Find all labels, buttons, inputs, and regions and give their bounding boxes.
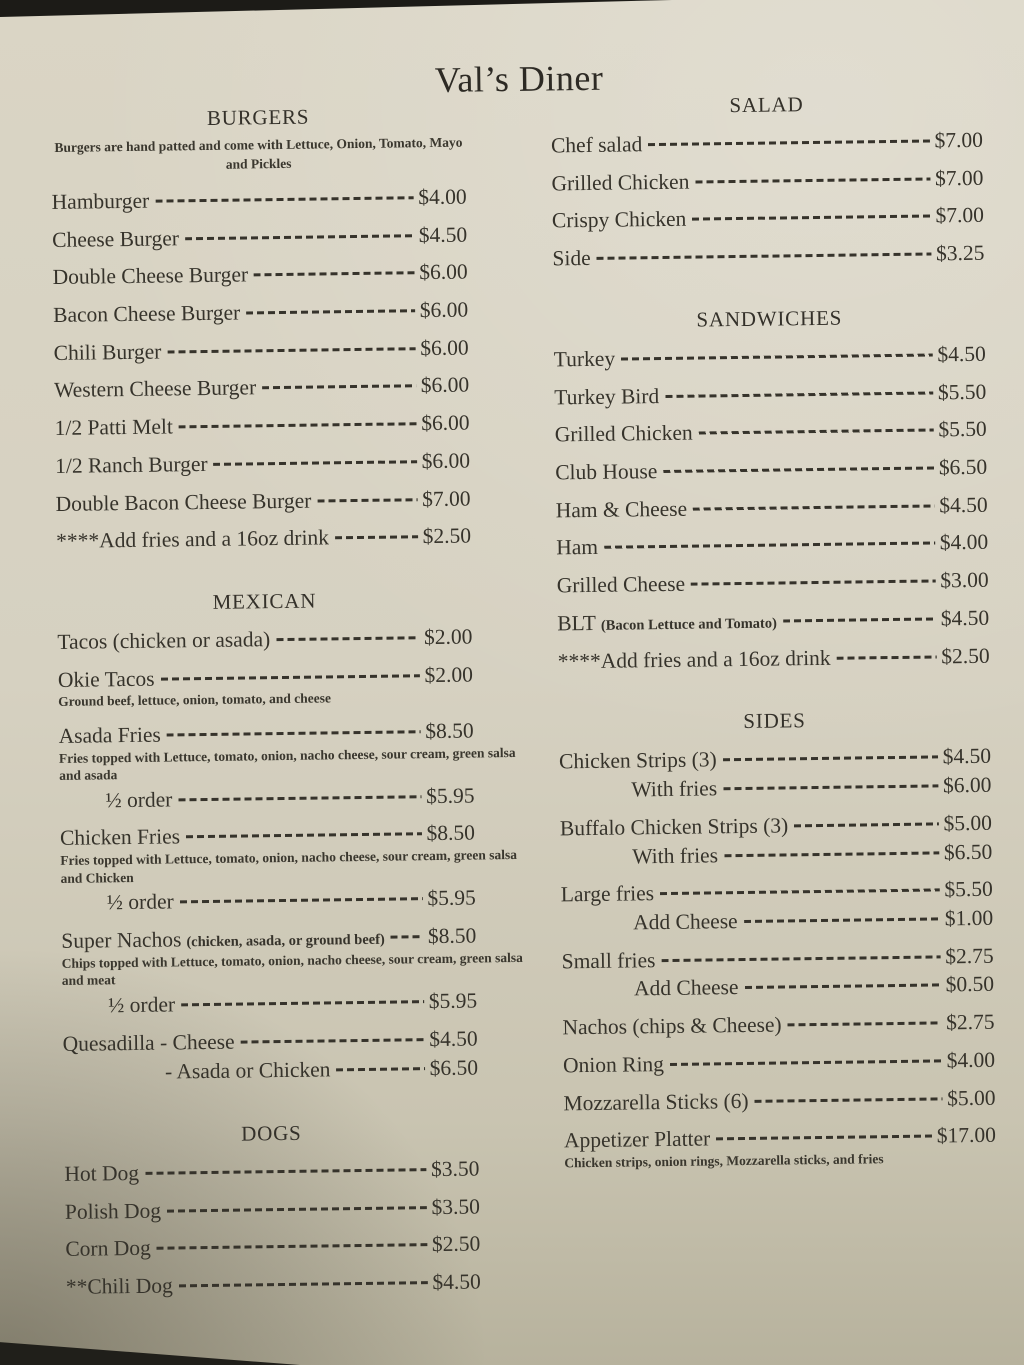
item-name: Ham [556,535,599,560]
menu-item [53,335,468,365]
menu-item [557,568,989,598]
item-name: ½ order [108,992,176,1018]
item-price: $8.50 [426,820,476,846]
item-price: $0.50 [945,972,995,997]
item-price: $5.00 [943,810,993,836]
menu-item [53,297,468,327]
menu-item [107,886,476,916]
dash-leader [336,1067,424,1071]
menu-item [52,222,467,252]
menu-item [55,448,470,478]
menu-item [105,783,474,813]
item-name: Chicken Fries [59,824,181,851]
menu-item [552,203,984,233]
dash-leader [180,897,423,903]
item-name: 1/2 Patti Melt [54,414,174,441]
item-price: $6.50 [429,1055,479,1081]
dash-leader [724,851,939,857]
dash-leader [648,139,929,146]
item-price: $5.95 [428,988,478,1013]
dash-leader [788,1022,942,1027]
menu-item [54,411,469,441]
item-name: Chili Burger [53,339,162,365]
menu-item [554,342,986,372]
item-price: $6.00 [420,372,470,398]
item-price: $6.50 [938,454,988,480]
menu-item [556,493,988,523]
item-price: $5.50 [944,876,993,902]
item-name: ****Add fries and a 16oz drink [55,525,330,554]
item-description: Ground beef, lettuce, onion, tomato, and cheese [58,690,332,710]
item-price: $7.00 [934,165,984,191]
item-description: Chicken strips, onion rings, Mozzarella sticks, and fries [564,1151,884,1171]
dash-leader [604,542,935,549]
item-price: $8.50 [427,923,477,949]
item-price: $6.00 [421,410,470,436]
menu-item [551,166,983,196]
item-name: Nachos (chips & Cheese) [562,1012,782,1040]
item-name: Onion Ring [562,1051,665,1078]
item-name: ½ order [106,889,174,915]
dash-leader [660,889,939,896]
item-price: $6.00 [419,259,468,285]
item-name: **Chili Dog [65,1273,173,1300]
item-name: Grilled Chicken [551,169,690,196]
dash-leader [794,822,938,827]
item-price: $3.25 [935,240,985,266]
item-price: $3.50 [430,1156,480,1182]
item-name: Bacon Cheese Burger [52,300,241,327]
item-name: Quesadilla - Cheese [62,1029,235,1056]
menu-item [65,1232,480,1262]
dash-leader [691,580,935,586]
item-price: $4.50 [942,744,992,769]
item-price: $5.50 [938,417,987,442]
item-price: $2.50 [431,1231,481,1257]
item-price: $2.75 [945,1009,995,1035]
menu-item [558,643,990,673]
item-name: With fries [632,842,719,868]
dash-leader [179,422,416,428]
menu-item [563,1085,995,1115]
item-price: $3.00 [940,567,989,593]
item-price: $4.50 [940,605,990,631]
dash-leader [716,1135,932,1141]
menu-item [561,877,993,907]
dash-leader [621,353,932,360]
item-name: ½ order [105,787,173,813]
section-heading: SALAD [729,92,804,118]
menu-item [54,373,469,403]
item-price: $4.50 [429,1026,478,1051]
menu-item [52,184,467,214]
menu-item [57,624,472,654]
dash-leader [276,636,419,641]
item-name: Grilled Cheese [556,571,686,598]
menu-item [63,1026,478,1056]
section-note: Burgers are hand patted and come with Lettuce, Onion, Tomato, Mayo and Pickles [54,134,463,172]
item-name: Add Cheese [633,975,739,1001]
dash-leader [317,498,417,502]
item-price: $2.00 [423,624,473,650]
dash-leader [723,756,938,762]
item-price: $6.00 [942,772,992,798]
item-price: $4.00 [418,184,467,209]
dash-leader [186,833,422,839]
dash-leader [161,674,420,680]
menu-section-sides [558,706,996,1172]
restaurant-name: Val’s Diner [434,57,604,100]
item-name: Crispy Chicken [551,207,687,233]
dash-leader [335,535,418,539]
menu-item [555,417,987,447]
menu-section-salad [550,90,984,272]
menu-section-burgers [50,103,471,554]
menu-item [557,606,989,636]
item-name: Super Nachos [61,927,182,953]
dash-leader [723,784,938,790]
item-name: Okie Tacos [57,666,155,692]
dash-leader [214,460,417,466]
menu-column-right [550,90,996,1176]
section-heading: BURGERS [206,104,310,130]
item-price: $4.00 [946,1047,996,1073]
item-name: Polish Dog [64,1198,162,1224]
item-name: Turkey [553,346,616,372]
item-name: 1/2 Ranch Burger [54,451,208,478]
item-name: Large fries [560,881,655,907]
item-name: Double Cheese Burger [52,262,249,290]
item-qualifier: (Bacon Lettuce and Tomato) [600,615,778,634]
item-name: Western Cheese Burger [53,375,257,403]
menu-item [552,241,984,271]
dash-leader [391,935,423,938]
item-price: $1.00 [944,905,994,931]
item-price: $2.50 [941,643,990,669]
item-name: BLT [557,610,597,636]
menu-item [64,1156,479,1186]
item-name: Club House [555,459,658,485]
dash-leader [670,1059,942,1066]
dash-leader [155,196,413,202]
dash-leader [693,504,934,510]
dash-leader [699,429,934,435]
item-price: $4.50 [432,1269,481,1295]
item-price: $5.00 [946,1085,996,1110]
item-description: Chips topped with Lettuce, tomato, onion, nacho cheese, sour cream, green salsa and meat [61,949,523,989]
dash-leader [145,1168,426,1175]
dash-leader [246,309,415,314]
menu-item [561,943,993,973]
menu-section-sandwiches [553,304,990,674]
item-name: Corn Dog [65,1236,151,1262]
menu-item [633,906,993,935]
dash-leader [241,1038,425,1043]
dash-leader [167,730,421,736]
menu-item [632,839,992,868]
item-price: $5.95 [427,885,476,911]
item-price: $7.00 [422,486,471,511]
item-qualifier: (chicken, asada, or ground beef) [186,931,385,951]
dash-leader [262,385,416,390]
item-name: Mozzarella Sticks (6) [563,1088,749,1115]
item-price: $4.50 [418,222,468,247]
menu-item [563,1048,995,1078]
item-name: - Asada or Chicken [164,1057,331,1084]
menu-item [556,530,988,560]
section-heading: DOGS [241,1120,302,1146]
dash-leader [665,391,933,398]
dash-leader [181,1000,424,1006]
item-name: Add Cheese [632,909,738,935]
item-name: Chef salad [550,132,643,158]
item-name: Chicken Strips (3) [558,747,717,774]
dash-leader [783,617,936,622]
item-price: $6.00 [421,448,471,473]
section-heading: SANDWICHES [696,305,843,332]
menu-item [551,128,983,158]
dash-leader [695,177,930,183]
item-price: $4.00 [939,530,989,555]
dash-leader [744,984,940,990]
menu-item [554,379,986,409]
dash-leader [157,1244,427,1251]
dash-leader [692,215,930,221]
item-description: Fries topped with Lettuce, tomato, onion, nacho cheese, sour cream, green salsa and Chicken [60,847,518,886]
dash-leader [178,795,421,801]
menu-item [634,972,994,1001]
menu-item [56,524,471,554]
menu-item [55,486,470,516]
item-price: $3.50 [431,1194,481,1219]
section-heading: SIDES [743,708,806,734]
item-description: Fries topped with Lettuce, tomato, onion, nacho cheese, sour cream, green salsa and asada [58,744,516,784]
item-price: $5.50 [937,379,987,404]
item-name: ****Add fries and a 16oz drink [557,645,831,674]
item-name: Tacos (chicken or asada) [57,627,271,654]
dash-leader [254,271,414,276]
item-price: $2.50 [422,523,472,549]
menu-item [562,1010,994,1040]
item-price: $2.00 [424,662,474,687]
item-price: $4.50 [939,492,988,518]
dash-leader [663,466,934,473]
dash-leader [744,917,940,923]
item-name: Hamburger [51,188,150,214]
dash-leader [661,955,940,962]
dash-leader [167,347,415,353]
item-price: $6.50 [943,839,993,864]
item-price: $7.00 [934,127,984,153]
item-price: $5.95 [425,783,475,808]
item-price: $6.00 [419,297,469,323]
dash-leader [837,655,937,659]
item-price: $2.75 [945,943,994,969]
menu-item [559,744,991,774]
menu-item [52,260,467,290]
menu-item [631,773,991,802]
item-name: Ham & Cheese [555,496,688,523]
item-name: Turkey Bird [554,383,660,410]
menu-item [66,1270,481,1300]
menu-item [555,455,987,485]
item-price: $6.00 [420,335,469,360]
item-price: $17.00 [936,1122,997,1148]
menu-section-dogs [64,1118,481,1299]
item-name: Hot Dog [64,1160,140,1186]
item-name: Double Bacon Cheese Burger [55,488,312,516]
dash-leader [167,1206,426,1212]
item-name: Cheese Burger [52,225,180,252]
dash-leader [185,234,414,240]
dash-leader [179,1281,428,1287]
section-heading: MEXICAN [212,588,317,614]
item-price: $4.50 [937,341,986,367]
item-name: Grilled Chicken [554,420,693,447]
item-name: With fries [631,776,718,802]
menu-item [560,811,992,841]
menu-item [165,1056,478,1085]
dash-leader [755,1097,943,1102]
item-name: Small fries [561,947,656,974]
item-name: Side [552,246,591,271]
item-name: Asada Fries [58,722,161,748]
menu-section-mexican [57,586,523,1085]
menu-item [65,1194,480,1224]
item-name: Appetizer Platter [563,1126,711,1153]
item-price: $7.00 [935,203,985,228]
menu-column-left [50,103,523,1300]
item-price: $8.50 [425,718,474,744]
dash-leader [597,253,931,260]
menu-item [108,988,477,1018]
item-name: Buffalo Chicken Strips (3) [559,813,789,841]
